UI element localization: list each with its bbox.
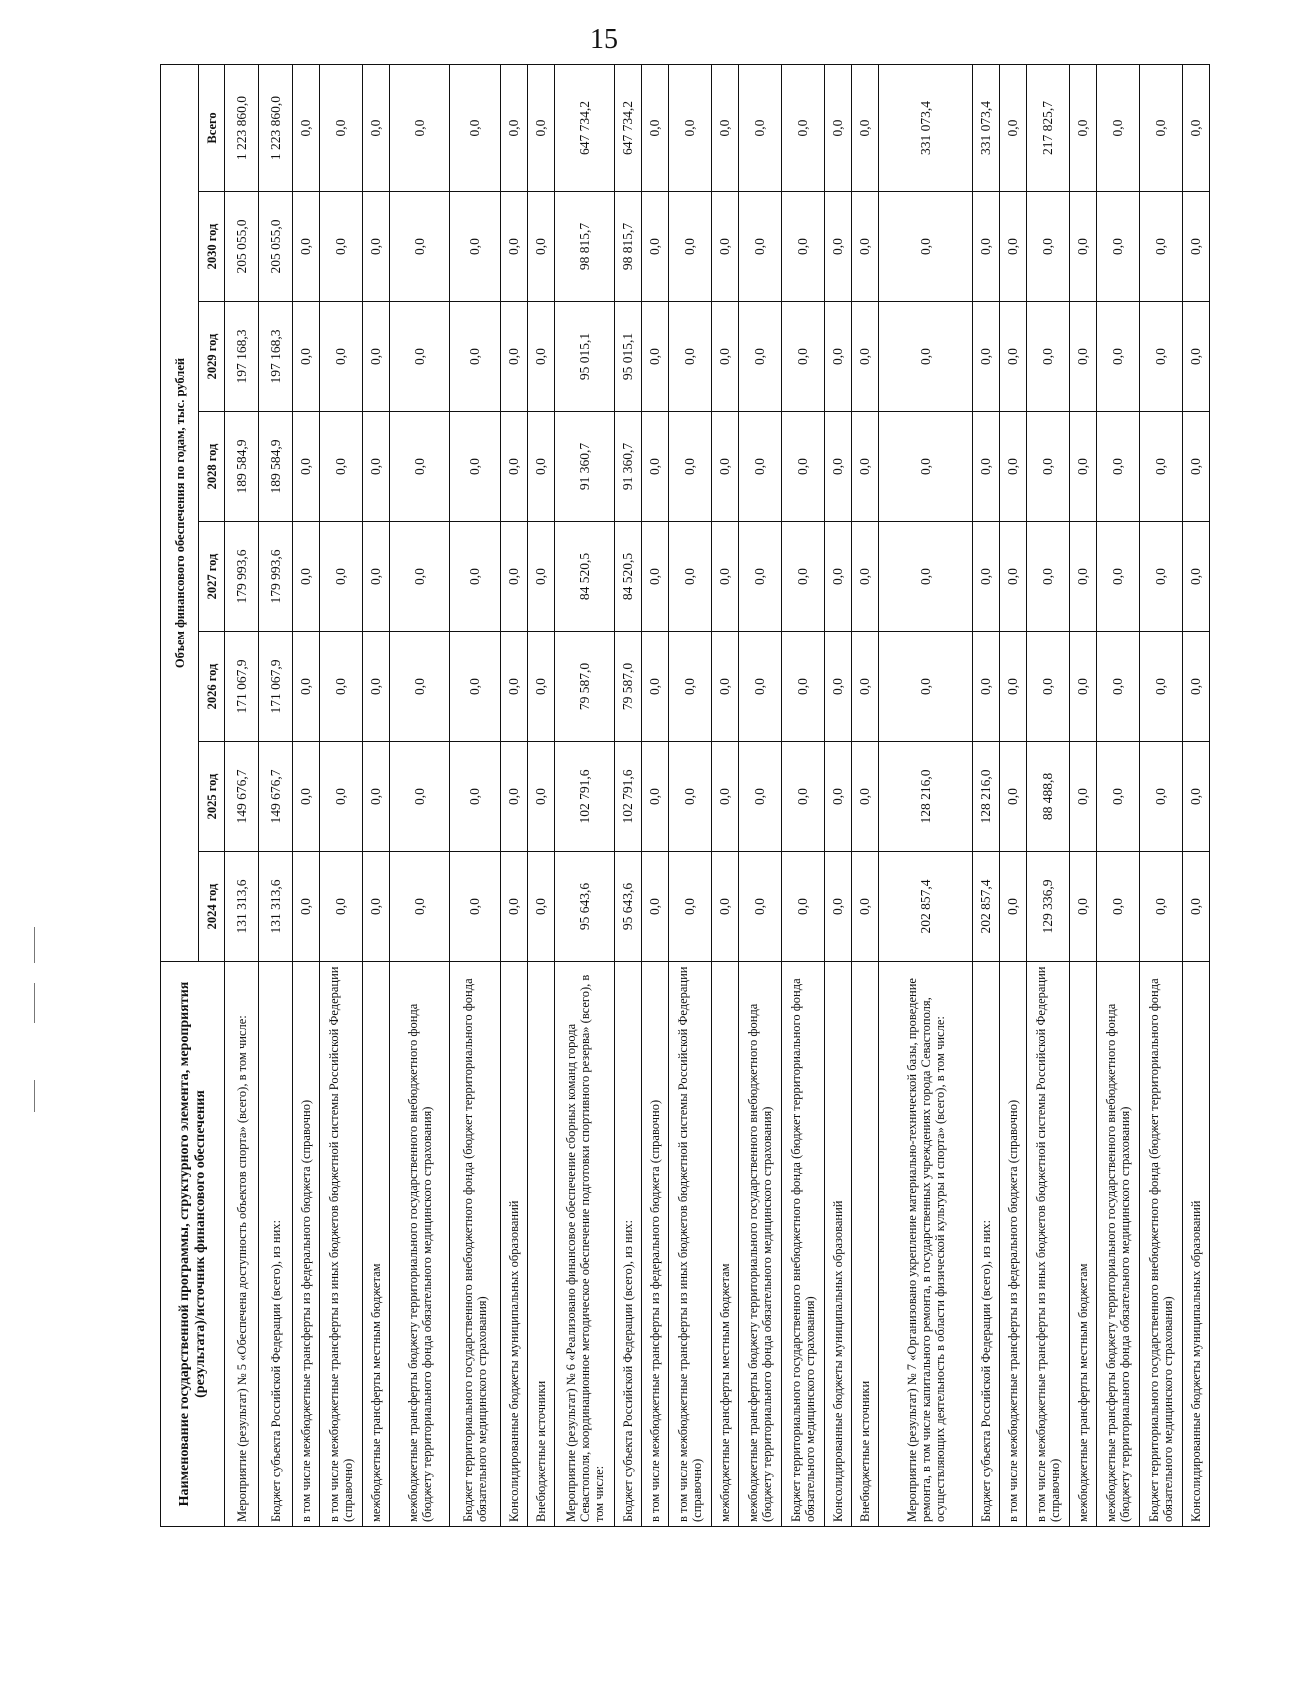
total-header: Всего	[199, 64, 225, 191]
year-header: 2025 год	[199, 742, 225, 852]
table-row	[259, 64, 293, 1526]
year-header: 2027 год	[199, 522, 225, 632]
value-cell: 0,0	[320, 192, 363, 302]
table-row	[782, 64, 825, 1526]
value-cell: 0,0	[1140, 742, 1183, 852]
row-label: в том числе межбюджетные трансферты из иных бюджетов бюджетной системы Российской Федерации (справочно)	[320, 962, 363, 1527]
value-cell: 0,0	[739, 852, 782, 962]
value-cell: 0,0	[642, 632, 669, 742]
value-cell: 0,0	[825, 302, 852, 412]
value-cell: 0,0	[1097, 632, 1140, 742]
value-cell: 0,0	[1183, 632, 1210, 742]
value-cell: 0,0	[739, 522, 782, 632]
value-cell: 0,0	[879, 522, 973, 632]
value-cell: 84 520,5	[615, 522, 642, 632]
value-cell: 0,0	[390, 852, 450, 962]
table-row	[225, 64, 259, 1526]
table-row	[615, 64, 642, 1526]
value-cell: 0,0	[669, 522, 712, 632]
value-cell: 79 587,0	[555, 632, 615, 742]
total-cell: 0,0	[852, 64, 879, 191]
year-header: 2028 год	[199, 412, 225, 522]
value-cell: 0,0	[852, 632, 879, 742]
value-cell: 0,0	[1183, 742, 1210, 852]
row-label: Консолидированные бюджеты муниципальных образований	[1183, 962, 1210, 1527]
value-cell: 98 815,7	[615, 192, 642, 302]
value-cell: 0,0	[450, 632, 501, 742]
value-cell: 0,0	[973, 302, 1000, 412]
value-cell: 0,0	[782, 522, 825, 632]
total-cell: 0,0	[1097, 64, 1140, 191]
value-cell: 0,0	[642, 192, 669, 302]
value-cell: 0,0	[712, 302, 739, 412]
value-cell: 0,0	[825, 852, 852, 962]
value-cell: 0,0	[1097, 302, 1140, 412]
table-row	[825, 64, 852, 1526]
year-header: 2029 год	[199, 302, 225, 412]
value-cell: 0,0	[293, 742, 320, 852]
value-cell: 0,0	[973, 522, 1000, 632]
value-cell: 0,0	[712, 632, 739, 742]
value-cell: 0,0	[1140, 522, 1183, 632]
value-cell: 205 055,0	[259, 192, 293, 302]
row-label: Консолидированные бюджеты муниципальных образований	[825, 962, 852, 1527]
value-cell: 0,0	[1027, 302, 1070, 412]
value-cell: 0,0	[712, 522, 739, 632]
value-cell: 0,0	[782, 852, 825, 962]
value-cell: 0,0	[293, 192, 320, 302]
value-cell: 0,0	[852, 522, 879, 632]
value-cell: 0,0	[528, 852, 555, 962]
value-cell: 0,0	[528, 742, 555, 852]
value-cell: 0,0	[363, 632, 390, 742]
value-cell: 0,0	[1070, 302, 1097, 412]
value-cell: 0,0	[1070, 522, 1097, 632]
scan-mark	[34, 927, 35, 963]
value-cell: 0,0	[825, 742, 852, 852]
value-cell: 197 168,3	[259, 302, 293, 412]
row-label: Бюджет территориального государственного внебюджетного фонда (бюджет территориального фонда обязательного медицинского страхования)	[782, 962, 825, 1527]
table-row	[555, 64, 615, 1526]
value-cell: 131 313,6	[225, 852, 259, 962]
value-cell: 0,0	[782, 412, 825, 522]
value-cell: 0,0	[669, 192, 712, 302]
value-cell: 0,0	[293, 522, 320, 632]
value-cell: 0,0	[363, 192, 390, 302]
value-cell: 0,0	[1070, 852, 1097, 962]
total-cell: 0,0	[782, 64, 825, 191]
value-cell: 0,0	[825, 522, 852, 632]
value-cell: 0,0	[1070, 742, 1097, 852]
page-number: 15	[590, 24, 618, 55]
funding-group-header: Объем финансового обеспечения по годам, тыс. рублей	[161, 64, 199, 961]
value-cell: 0,0	[852, 412, 879, 522]
table-body	[225, 64, 1210, 1526]
value-cell: 0,0	[390, 742, 450, 852]
table-row	[1027, 64, 1070, 1526]
total-cell: 647 734,2	[615, 64, 642, 191]
table-row	[528, 64, 555, 1526]
value-cell: 0,0	[712, 192, 739, 302]
value-cell: 0,0	[1000, 522, 1027, 632]
value-cell: 0,0	[1140, 192, 1183, 302]
value-cell: 0,0	[320, 632, 363, 742]
value-cell: 202 857,4	[973, 852, 1000, 962]
table-row	[669, 64, 712, 1526]
year-header: 2026 год	[199, 632, 225, 742]
value-cell: 0,0	[1070, 412, 1097, 522]
value-cell: 0,0	[1070, 192, 1097, 302]
value-cell: 0,0	[712, 852, 739, 962]
table-row	[973, 64, 1000, 1526]
table-row	[852, 64, 879, 1526]
value-cell: 0,0	[1000, 192, 1027, 302]
value-cell: 79 587,0	[615, 632, 642, 742]
value-cell: 0,0	[1000, 852, 1027, 962]
value-cell: 197 168,3	[225, 302, 259, 412]
row-label: Мероприятие (результат) № 6 «Реализовано финансовое обеспечение сборных команд города Севастополя, координационное методическое обеспечение подготовки спортивного резерва» (всего), в том числе:	[555, 962, 615, 1527]
value-cell: 0,0	[528, 302, 555, 412]
value-cell: 0,0	[450, 412, 501, 522]
value-cell: 0,0	[879, 632, 973, 742]
value-cell: 0,0	[739, 412, 782, 522]
value-cell: 0,0	[528, 412, 555, 522]
value-cell: 0,0	[1183, 412, 1210, 522]
value-cell: 0,0	[739, 192, 782, 302]
value-cell: 0,0	[320, 742, 363, 852]
value-cell: 131 313,6	[259, 852, 293, 962]
value-cell: 0,0	[320, 412, 363, 522]
value-cell: 0,0	[669, 632, 712, 742]
value-cell: 95 643,6	[615, 852, 642, 962]
value-cell: 0,0	[1097, 852, 1140, 962]
row-label: в том числе межбюджетные трансферты из иных бюджетов бюджетной системы Российской Федерации (справочно)	[1027, 962, 1070, 1527]
row-label: Мероприятие (результат) № 5 «Обеспечена доступность объектов спорта» (всего), в том числе:	[225, 962, 259, 1527]
value-cell: 0,0	[320, 852, 363, 962]
row-label: Бюджет территориального государственного внебюджетного фонда (бюджет территориального фонда обязательного медицинского страхования)	[450, 962, 501, 1527]
rotated-table-wrapper	[160, 65, 1290, 1527]
row-label: в том числе межбюджетные трансферты из федерального бюджета (справочно)	[1000, 962, 1027, 1527]
value-cell: 0,0	[852, 852, 879, 962]
table-row	[320, 64, 363, 1526]
table-row	[293, 64, 320, 1526]
value-cell: 0,0	[782, 192, 825, 302]
row-label: Консолидированные бюджеты муниципальных образований	[501, 962, 528, 1527]
value-cell: 0,0	[642, 852, 669, 962]
row-label: межбюджетные трансферты бюджету территориального государственного внебюджетного фонда (бюджету территориального фонда обязательного медицинского страхования)	[739, 962, 782, 1527]
row-label: межбюджетные трансферты местным бюджетам	[1070, 962, 1097, 1527]
row-label: Бюджет субъекта Российской Федерации (всего), из них:	[615, 962, 642, 1527]
value-cell: 128 216,0	[879, 742, 973, 852]
value-cell: 0,0	[501, 632, 528, 742]
row-label: в том числе межбюджетные трансферты из федерального бюджета (справочно)	[642, 962, 669, 1527]
value-cell: 0,0	[879, 412, 973, 522]
table-row	[642, 64, 669, 1526]
value-cell: 0,0	[1027, 412, 1070, 522]
total-cell: 0,0	[642, 64, 669, 191]
value-cell: 0,0	[528, 632, 555, 742]
value-cell: 0,0	[1070, 632, 1097, 742]
year-header: 2024 год	[199, 852, 225, 962]
value-cell: 0,0	[973, 192, 1000, 302]
value-cell: 0,0	[825, 192, 852, 302]
value-cell: 205 055,0	[225, 192, 259, 302]
value-cell: 0,0	[1027, 192, 1070, 302]
total-cell: 0,0	[390, 64, 450, 191]
value-cell: 129 336,9	[1027, 852, 1070, 962]
row-label: Мероприятие (результат) № 7 «Организовано укрепление материально-технической базы, проведение ремонта, в том числе капитального ремонта, в государственных учреждениях города Севастополя, осуществляющих деятельность в области физической культуры и спорта» (всего), в том числе:	[879, 962, 973, 1527]
value-cell: 0,0	[501, 522, 528, 632]
funding-table	[160, 64, 1210, 1527]
row-label: межбюджетные трансферты бюджету территориального государственного внебюджетного фонда (бюджету территориального фонда обязательного медицинского страхования)	[390, 962, 450, 1527]
value-cell: 179 993,6	[225, 522, 259, 632]
value-cell: 0,0	[363, 412, 390, 522]
value-cell: 0,0	[501, 302, 528, 412]
value-cell: 91 360,7	[615, 412, 642, 522]
total-cell: 0,0	[501, 64, 528, 191]
row-label: в том числе межбюджетные трансферты из иных бюджетов бюджетной системы Российской Федерации (справочно)	[669, 962, 712, 1527]
value-cell: 95 643,6	[555, 852, 615, 962]
row-label: межбюджетные трансферты местным бюджетам	[712, 962, 739, 1527]
total-cell: 0,0	[1070, 64, 1097, 191]
value-cell: 0,0	[1097, 742, 1140, 852]
total-cell: 217 825,7	[1027, 64, 1070, 191]
table-row	[739, 64, 782, 1526]
row-label: Бюджет территориального государственного внебюджетного фонда (бюджет территориального фонда обязательного медицинского страхования)	[1140, 962, 1183, 1527]
value-cell: 102 791,6	[615, 742, 642, 852]
value-cell: 0,0	[1097, 412, 1140, 522]
value-cell: 0,0	[363, 522, 390, 632]
row-label: в том числе межбюджетные трансферты из федерального бюджета (справочно)	[293, 962, 320, 1527]
value-cell: 0,0	[1140, 632, 1183, 742]
value-cell: 0,0	[712, 412, 739, 522]
total-cell: 0,0	[363, 64, 390, 191]
value-cell: 0,0	[528, 192, 555, 302]
value-cell: 0,0	[293, 302, 320, 412]
value-cell: 0,0	[852, 192, 879, 302]
row-label: Бюджет субъекта Российской Федерации (всего), из них:	[259, 962, 293, 1527]
total-cell: 0,0	[825, 64, 852, 191]
total-cell: 0,0	[528, 64, 555, 191]
table-row	[1183, 64, 1210, 1526]
value-cell: 0,0	[669, 742, 712, 852]
value-cell: 0,0	[528, 522, 555, 632]
table-row	[1097, 64, 1140, 1526]
value-cell: 0,0	[320, 302, 363, 412]
value-cell: 0,0	[450, 522, 501, 632]
value-cell: 91 360,7	[555, 412, 615, 522]
total-cell: 331 073,4	[973, 64, 1000, 191]
value-cell: 95 015,1	[615, 302, 642, 412]
value-cell: 0,0	[450, 852, 501, 962]
table-row	[363, 64, 390, 1526]
value-cell: 0,0	[973, 632, 1000, 742]
value-cell: 0,0	[1027, 522, 1070, 632]
value-cell: 189 584,9	[225, 412, 259, 522]
total-cell: 0,0	[712, 64, 739, 191]
value-cell: 95 015,1	[555, 302, 615, 412]
total-cell: 0,0	[450, 64, 501, 191]
table-row	[879, 64, 973, 1526]
table-row	[390, 64, 450, 1526]
value-cell: 0,0	[501, 742, 528, 852]
row-label: межбюджетные трансферты местным бюджетам	[363, 962, 390, 1527]
value-cell: 0,0	[1000, 412, 1027, 522]
value-cell: 0,0	[669, 852, 712, 962]
value-cell: 0,0	[390, 632, 450, 742]
scan-mark	[34, 1080, 35, 1112]
row-label: Внебюджетные источники	[528, 962, 555, 1527]
total-cell: 647 734,2	[555, 64, 615, 191]
year-header: 2030 год	[199, 192, 225, 302]
value-cell: 88 488,8	[1027, 742, 1070, 852]
value-cell: 0,0	[782, 632, 825, 742]
total-cell: 1 223 860,0	[259, 64, 293, 191]
value-cell: 0,0	[390, 412, 450, 522]
table-row	[501, 64, 528, 1526]
value-cell: 0,0	[1000, 742, 1027, 852]
value-cell: 0,0	[642, 412, 669, 522]
value-cell: 0,0	[293, 632, 320, 742]
value-cell: 98 815,7	[555, 192, 615, 302]
value-cell: 0,0	[1183, 302, 1210, 412]
value-cell: 0,0	[1183, 522, 1210, 632]
value-cell: 0,0	[852, 302, 879, 412]
table-row	[1070, 64, 1097, 1526]
value-cell: 0,0	[1140, 852, 1183, 962]
value-cell: 0,0	[642, 522, 669, 632]
table-row	[712, 64, 739, 1526]
value-cell: 149 676,7	[259, 742, 293, 852]
value-cell: 0,0	[1097, 192, 1140, 302]
value-cell: 0,0	[1183, 192, 1210, 302]
value-cell: 0,0	[501, 412, 528, 522]
value-cell: 0,0	[1140, 412, 1183, 522]
value-cell: 0,0	[390, 522, 450, 632]
scan-mark	[34, 983, 35, 1023]
value-cell: 0,0	[825, 412, 852, 522]
value-cell: 202 857,4	[879, 852, 973, 962]
value-cell: 149 676,7	[225, 742, 259, 852]
value-cell: 0,0	[390, 192, 450, 302]
value-cell: 0,0	[739, 632, 782, 742]
total-cell: 0,0	[669, 64, 712, 191]
rotated-page-content	[160, 65, 1290, 1527]
value-cell: 0,0	[363, 742, 390, 852]
total-cell: 331 073,4	[879, 64, 973, 191]
value-cell: 0,0	[879, 302, 973, 412]
value-cell: 179 993,6	[259, 522, 293, 632]
value-cell: 0,0	[739, 742, 782, 852]
value-cell: 171 067,9	[225, 632, 259, 742]
value-cell: 128 216,0	[973, 742, 1000, 852]
value-cell: 0,0	[879, 192, 973, 302]
row-label: Внебюджетные источники	[852, 962, 879, 1527]
row-label: межбюджетные трансферты бюджету территориального государственного внебюджетного фонда (бюджету территориального фонда обязательного медицинского страхования)	[1097, 962, 1140, 1527]
total-cell: 1 223 860,0	[225, 64, 259, 191]
table-row	[1140, 64, 1183, 1526]
total-cell: 0,0	[293, 64, 320, 191]
value-cell: 0,0	[1140, 302, 1183, 412]
value-cell: 0,0	[1027, 632, 1070, 742]
row-label: Бюджет субъекта Российской Федерации (всего), из них:	[973, 962, 1000, 1527]
value-cell: 0,0	[1000, 302, 1027, 412]
total-cell: 0,0	[1183, 64, 1210, 191]
value-cell: 189 584,9	[259, 412, 293, 522]
value-cell: 0,0	[642, 302, 669, 412]
value-cell: 0,0	[642, 742, 669, 852]
total-cell: 0,0	[1000, 64, 1027, 191]
value-cell: 0,0	[782, 742, 825, 852]
value-cell: 102 791,6	[555, 742, 615, 852]
value-cell: 0,0	[852, 742, 879, 852]
value-cell: 0,0	[501, 192, 528, 302]
value-cell: 0,0	[669, 412, 712, 522]
value-cell: 0,0	[712, 742, 739, 852]
total-cell: 0,0	[1140, 64, 1183, 191]
value-cell: 0,0	[1183, 852, 1210, 962]
table-row	[450, 64, 501, 1526]
value-cell: 171 067,9	[259, 632, 293, 742]
value-cell: 0,0	[320, 522, 363, 632]
value-cell: 0,0	[293, 412, 320, 522]
value-cell: 0,0	[825, 632, 852, 742]
value-cell: 0,0	[501, 852, 528, 962]
name-column-header: Наименование государственной программы, структурного элемента, мероприятия (результата)/источник финансового обеспечения	[161, 962, 225, 1527]
value-cell: 0,0	[450, 192, 501, 302]
value-cell: 0,0	[973, 412, 1000, 522]
value-cell: 0,0	[782, 302, 825, 412]
value-cell: 0,0	[450, 302, 501, 412]
value-cell: 84 520,5	[555, 522, 615, 632]
value-cell: 0,0	[363, 852, 390, 962]
value-cell: 0,0	[363, 302, 390, 412]
value-cell: 0,0	[669, 302, 712, 412]
table-row	[1000, 64, 1027, 1526]
value-cell: 0,0	[390, 302, 450, 412]
value-cell: 0,0	[1000, 632, 1027, 742]
total-cell: 0,0	[320, 64, 363, 191]
value-cell: 0,0	[739, 302, 782, 412]
total-cell: 0,0	[739, 64, 782, 191]
value-cell: 0,0	[1097, 522, 1140, 632]
value-cell: 0,0	[450, 742, 501, 852]
value-cell: 0,0	[293, 852, 320, 962]
table-header	[161, 64, 225, 1526]
